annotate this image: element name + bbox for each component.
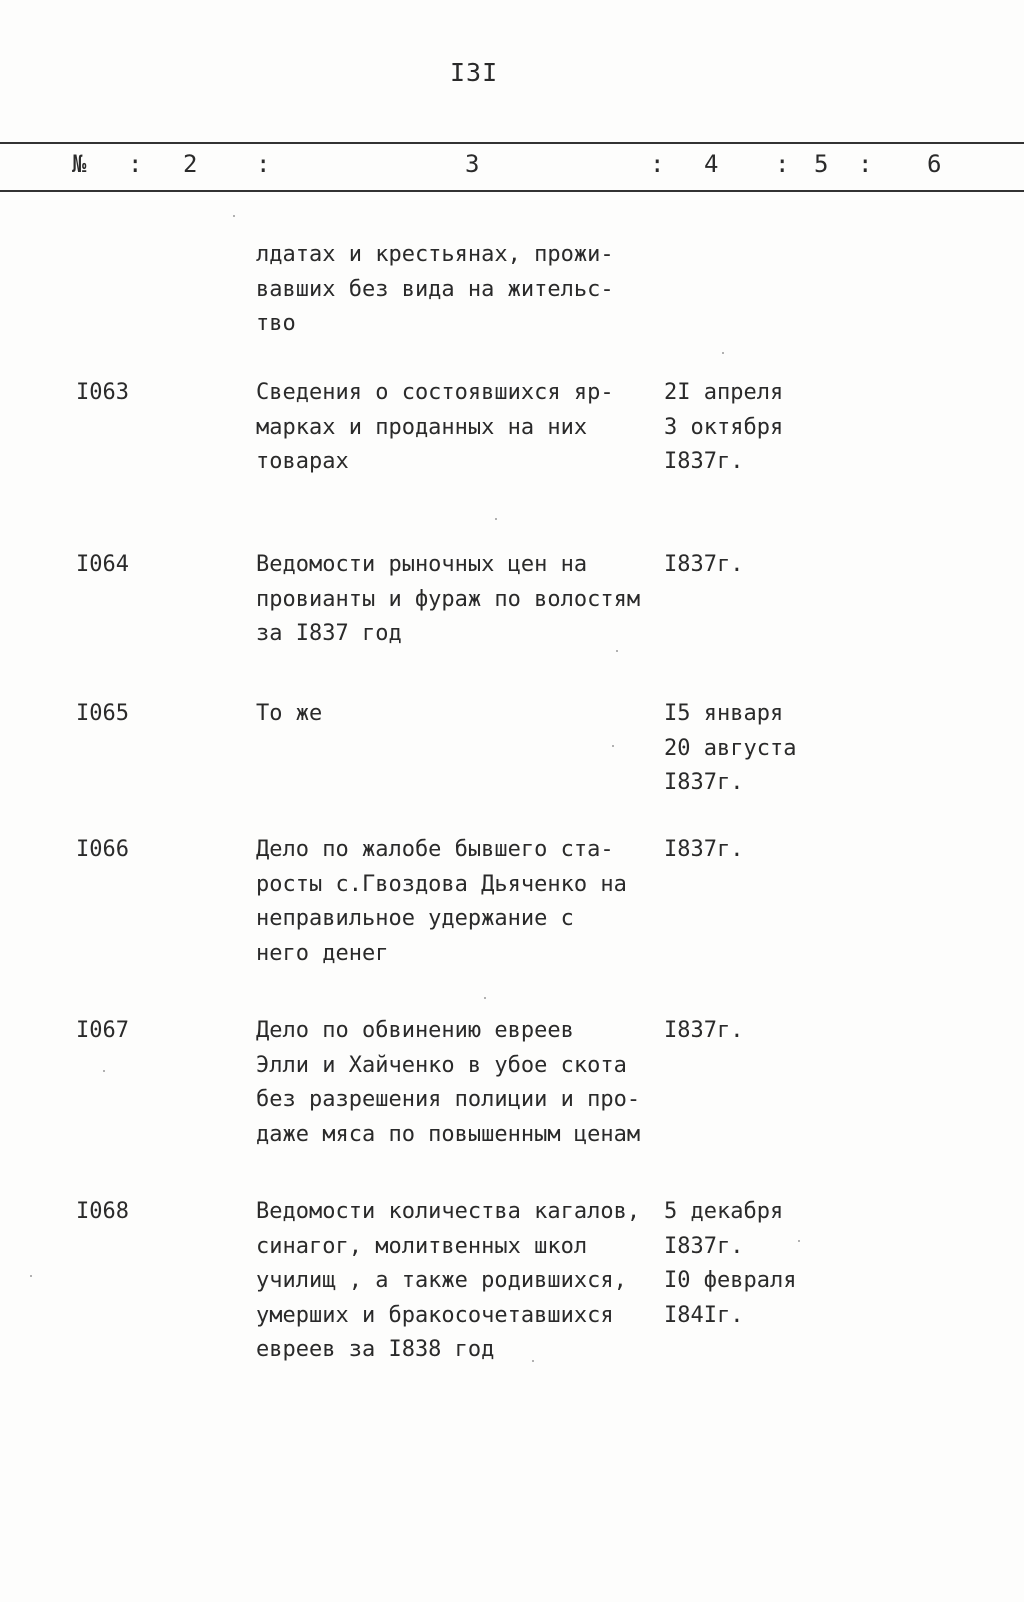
column-separator: :	[256, 150, 271, 178]
record-date-line: 3 октября	[664, 414, 784, 440]
paper-speck	[484, 997, 486, 999]
column-separator: :	[650, 150, 665, 178]
record-title-line: тво	[256, 311, 296, 336]
column-header-number: №	[72, 150, 87, 178]
record-dates	[664, 548, 743, 583]
paper-speck	[616, 650, 618, 652]
column-header-6: 6	[927, 150, 942, 178]
record-title	[256, 548, 676, 652]
record-number: I066	[76, 837, 129, 862]
column-separator: :	[128, 150, 143, 178]
record-title	[256, 376, 676, 480]
record-title-line: росты с.Гвоздова Дьяченко на	[256, 871, 627, 897]
record-title	[256, 697, 676, 732]
paper-speck	[722, 352, 724, 354]
record-title	[256, 833, 676, 971]
record-number: I068	[76, 1199, 129, 1224]
record-date-line: I837г.	[664, 1233, 744, 1259]
record-date-line: I837г.	[664, 1018, 744, 1043]
column-header-3: 3	[465, 150, 480, 178]
column-header-row	[0, 142, 1024, 190]
record-dates	[664, 833, 743, 868]
record-number: I064	[76, 552, 129, 577]
record-title-line: без разрешения полиции и про-	[256, 1087, 641, 1112]
column-header-2: 2	[183, 150, 198, 178]
record-number: I067	[76, 1018, 129, 1043]
record-title-line: Дело по жалобе бывшего ста-	[256, 837, 614, 862]
record-title-line: синагог, молитвенных школ	[256, 1233, 588, 1259]
header-bottom-rule	[0, 190, 1024, 192]
paper-speck	[495, 518, 497, 520]
record-title-line: То же	[256, 701, 323, 726]
record-title-line: за I837 год	[256, 621, 402, 646]
column-separator: :	[775, 150, 790, 178]
record-number: I063	[76, 380, 129, 405]
column-separator: :	[858, 150, 873, 178]
paper-speck	[798, 1240, 800, 1242]
page-number: I3I	[450, 58, 499, 87]
record-date-line: 2I апреля	[664, 380, 784, 405]
record-title-line: евреев за I838 год	[256, 1337, 495, 1362]
record-title-line: Ведомости количества кагалов,	[256, 1199, 641, 1224]
column-header-4: 4	[704, 150, 719, 178]
record-title-line: умерших и бракосочетавшихся	[256, 1302, 614, 1328]
record-title-line: него денег	[256, 940, 389, 966]
record-title-line: неправильное удержание с	[256, 906, 574, 931]
record-date-line: I837г.	[664, 837, 744, 862]
record-title-line: лдатах и крестьянах, прожи-	[256, 242, 614, 267]
record-title	[256, 1195, 676, 1368]
record-title-line: Дело по обвинению евреев	[256, 1018, 574, 1043]
record-title-line: вавших без вида на жительс-	[256, 276, 614, 302]
record-title-line: товарах	[256, 449, 349, 474]
record-title-line: училищ , а также родившихся,	[256, 1268, 627, 1293]
record-date-line: I5 января	[664, 701, 784, 726]
record-date-line: I0 февраля	[664, 1268, 797, 1293]
record-number: I065	[76, 701, 129, 726]
paper-speck	[103, 1070, 105, 1072]
record-dates	[664, 1195, 796, 1333]
paper-speck	[30, 1275, 32, 1277]
record-title	[256, 238, 676, 342]
record-title-line: даже мяса по повышенным ценам	[256, 1121, 641, 1147]
record-title-line: марках и проданных на них	[256, 414, 588, 440]
record-dates	[664, 1014, 743, 1049]
record-title-line: провианты и фураж по волостям	[256, 586, 641, 612]
record-title-line: Сведения о состоявшихся яр-	[256, 380, 614, 405]
record-date-line: 20 августа	[664, 735, 797, 761]
record-title	[256, 1014, 676, 1152]
paper-speck	[612, 745, 614, 747]
record-dates	[664, 697, 796, 801]
record-date-line: I837г.	[664, 552, 744, 577]
record-date-line: I837г.	[664, 449, 744, 474]
record-date-line: I837г.	[664, 770, 744, 795]
paper-speck	[233, 215, 235, 217]
record-title-line: Ведомости рыночных цен на	[256, 552, 588, 577]
record-title-line: Элли и Хайченко в убое скота	[256, 1052, 627, 1078]
record-date-line: I84Iг.	[664, 1302, 744, 1328]
record-date-line: 5 декабря	[664, 1199, 784, 1224]
record-dates	[664, 376, 783, 480]
paper-speck	[532, 1360, 534, 1362]
column-header-5: 5	[814, 150, 829, 178]
